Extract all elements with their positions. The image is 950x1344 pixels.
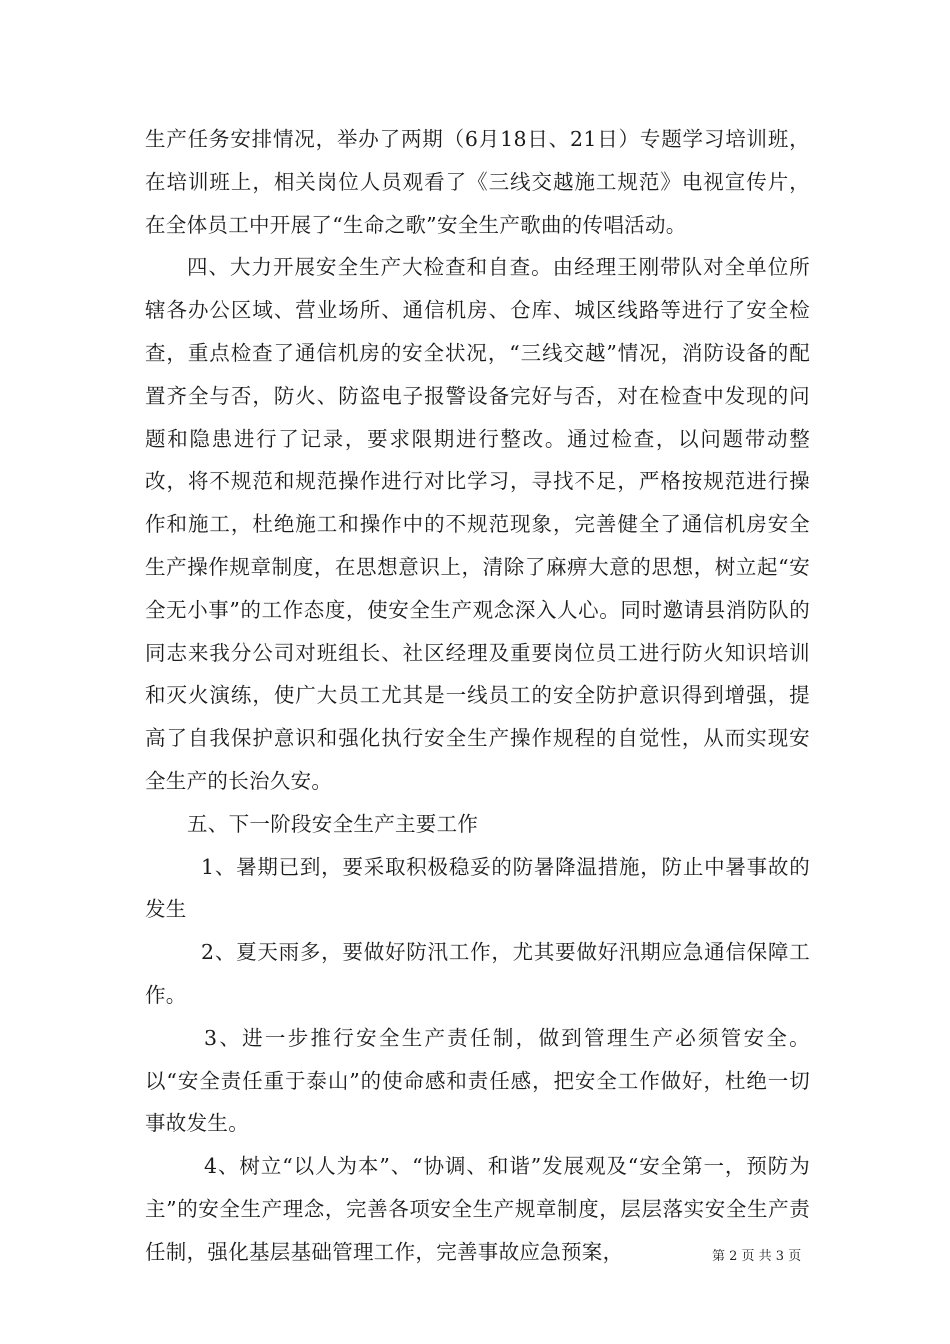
paragraph-section-five-heading: 五、下一阶段安全生产主要工作: [187, 811, 479, 836]
paragraph-item-3-responsibility: 3、进一步推行安全生产责任制，做到管理生产必须管安全。以“安全责任重于泰山”的使命感和责任感，把安全工作做好，杜绝一切事故发生。: [145, 1025, 810, 1136]
paragraph-item-4-safety-philosophy: 4、树立“以人为本”、“协调、和谐”发展观及“安全第一，预防为主”的安全生产理念，完善各项安全生产规章制度，层层落实安全生产责任制，强化基层基础管理工作，完善事故应急预案，: [145, 1154, 810, 1264]
page-number-footer: 第 2 页 共 3 页: [712, 1249, 802, 1264]
paragraph-training-continuation: 生产任务安排情况，举办了两期（6月18日、21日）专题学习培训班，在培训班上，相关岗位人员观看了《三线交越施工规范》电视宣传片，在全体员工中开展了“生命之歌”安全生产歌曲的传唱活动。: [145, 127, 810, 237]
paragraph-section-four-inspection: 四、大力开展安全生产大检查和自查。由经理王刚带队对全单位所辖各办公区域、营业场所、通信机房、仓库、城区线路等进行了安全检查，重点检查了通信机房的安全状况，“三线交越”情况，消防设备的配置齐全与否，防火、防盗电子报警设备完好与否，对在检查中发现的问题和隐患进行了记录，要求限期进行整改。通过检查，以问题带动整改，将不规范和规范操作进行对比学习，寻找不足，严格按规范进行操作和施工，杜绝施工和操作中的不规范现象，完善健全了通信机房安全生产操作规章制度，在思想意识上，清除了麻痹大意的思想，树立起“安全无小事”的工作态度，使安全生产观念深入人心。同时邀请县消防队的同志来我分公司对班组长、社区经理及重要岗位员工进行防火知识培训和灭火演练，使广大员工尤其是一线员工的安全防护意识得到增强，提高了自我保护意识和强化执行安全生产操作规程的自觉性，从而实现安全生产的长治久安。: [145, 255, 810, 793]
paragraph-item-2-flood-control: 2、夏天雨多，要做好防汛工作，尤其要做好汛期应急通信保障工作。: [145, 940, 810, 1007]
document-body: [145, 118, 810, 1274]
paragraph-item-1-summer-heat: 1、暑期已到，要采取积极稳妥的防暑降温措施，防止中暑事故的发生: [145, 854, 810, 922]
